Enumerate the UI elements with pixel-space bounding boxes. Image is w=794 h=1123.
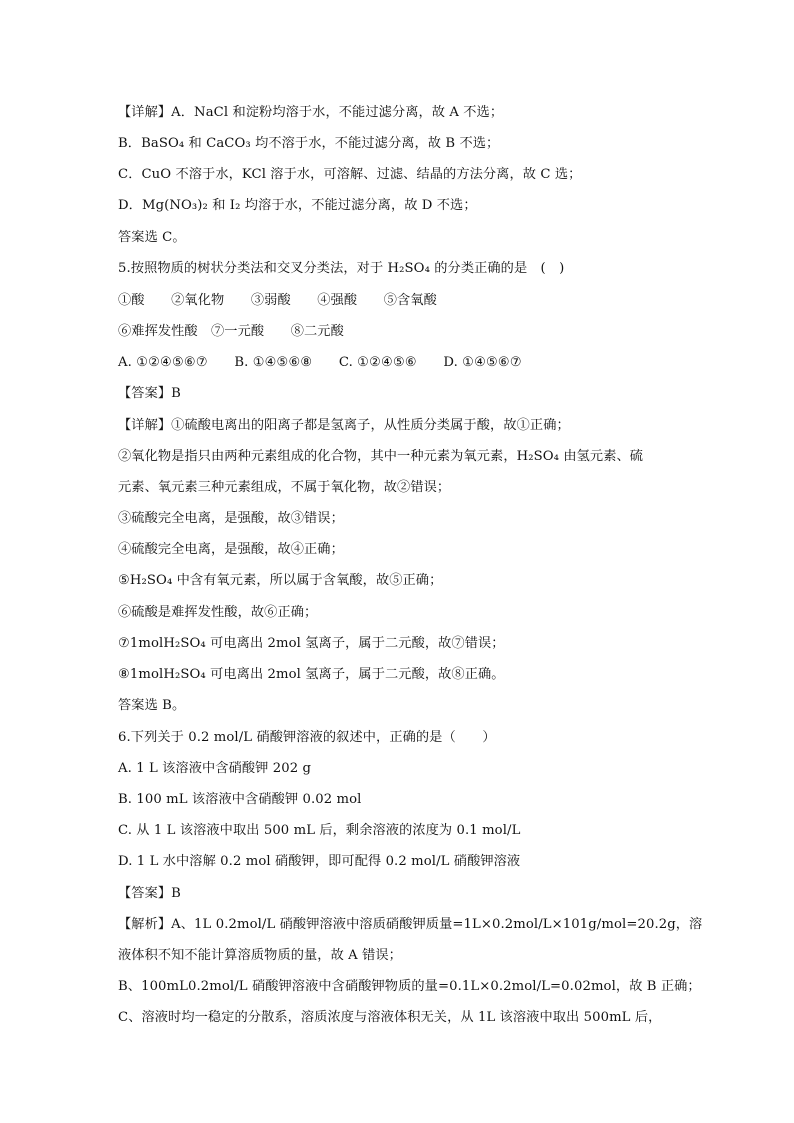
question-6-analysis-a-cont: 液体积不知不能计算溶质物质的量，故 A 错误； (118, 948, 402, 963)
question-5-options: A. ①②④⑤⑥⑦ B. ①④⑤⑥⑧ C. ①②④⑤⑥ D. ①④⑤⑥⑦ (118, 355, 522, 370)
question-6-option-a: A. 1 L 该溶液中含硝酸钾 202 g (118, 761, 312, 776)
explanation-line-d: D．Mg(NO₃)₂ 和 I₂ 均溶于水，不能过滤分离，故 D 不选； (118, 198, 477, 213)
question-5-explanation-7: ⑦1molH₂SO₄ 可电离出 2mol 氢离子，属于二元酸，故⑦错误； (118, 636, 505, 651)
question-5-explanation-8: ⑧1molH₂SO₄ 可电离出 2mol 氢离子，属于二元酸，故⑧正确。 (118, 667, 505, 682)
question-5-stem: 5.按照物质的树状分类法和交叉分类法，对于 H₂SO₄ 的分类正确的是 ( ) (118, 261, 565, 276)
explanation-line-c: C．CuO 不溶于水，KCl 溶于水，可溶解、过滤、结晶的方法分离，故 C 选； (118, 167, 582, 182)
question-5-explanation-4: ④硫酸完全电离，是强酸，故④正确； (118, 542, 344, 557)
explanation-line-a: 【详解】A．NaCl 和淀粉均溶于水，不能过滤分离，故 A 不选； (118, 105, 504, 120)
answer-conclusion: 答案选 C。 (118, 230, 186, 245)
question-5-explanation-6: ⑥硫酸是难挥发性酸，故⑥正确； (118, 605, 318, 620)
question-6-analysis-a: 【解析】A、1L 0.2mol/L 硝酸钾溶液中溶质硝酸钾质量=1L×0.2mol/L×101g/mol=20.2g，溶 (118, 917, 703, 932)
question-6-option-b: B. 100 mL 该溶液中含硝酸钾 0.02 mol (118, 792, 362, 807)
explanation-line-b: B．BaSO₄ 和 CaCO₃ 均不溶于水，不能过滤分离，故 B 不选； (118, 136, 500, 151)
question-6-option-d: D. 1 L 水中溶解 0.2 mol 硝酸钾，即可配得 0.2 mol/L 硝酸钾溶液 (118, 854, 521, 869)
question-5-conclusion: 答案选 B。 (118, 698, 186, 713)
question-6-option-c: C. 从 1 L 该溶液中取出 500 mL 后，剩余溶液的浓度为 0.1 mol/L (118, 823, 521, 838)
question-5-items-row-1: ①酸 ②氧化物 ③弱酸 ④强酸 ⑤含氧酸 (118, 293, 437, 308)
question-5-answer: 【答案】B (118, 386, 181, 401)
question-5-explanation-2: ②氧化物是指只由两种元素组成的化合物，其中一种元素为氧元素，H₂SO₄ 由氢元素、硫 (118, 449, 644, 464)
question-6-answer: 【答案】B (118, 886, 181, 901)
question-5-items-row-2: ⑥难挥发性酸 ⑦一元酸 ⑧二元酸 (118, 324, 344, 339)
question-5-explanation-1: 【详解】①硫酸电离出的阳离子都是氢离子，从性质分类属于酸，故①正确； (118, 418, 570, 433)
question-5-explanation-5: ⑤H₂SO₄ 中含有氧元素，所以属于含氧酸，故⑤正确； (118, 573, 443, 588)
question-5-explanation-3: ③硫酸完全电离，是强酸，故③错误； (118, 511, 344, 526)
question-6-analysis-c: C、溶液时均一稳定的分散系，溶质浓度与溶液体积无关，从 1L 该溶液中取出 500mL 后， (118, 1010, 662, 1025)
question-5-explanation-2-cont: 元素、氧元素三种元素组成，不属于氧化物，故②错误； (118, 480, 451, 495)
question-6-analysis-b: B、100mL0.2mol/L 硝酸钾溶液中含硝酸钾物质的量=0.1L×0.2mol/L=0.02mol，故 B 正确； (118, 979, 701, 994)
question-6-stem: 6.下列关于 0.2 mol/L 硝酸钾溶液的叙述中，正确的是（ ） (118, 730, 496, 745)
